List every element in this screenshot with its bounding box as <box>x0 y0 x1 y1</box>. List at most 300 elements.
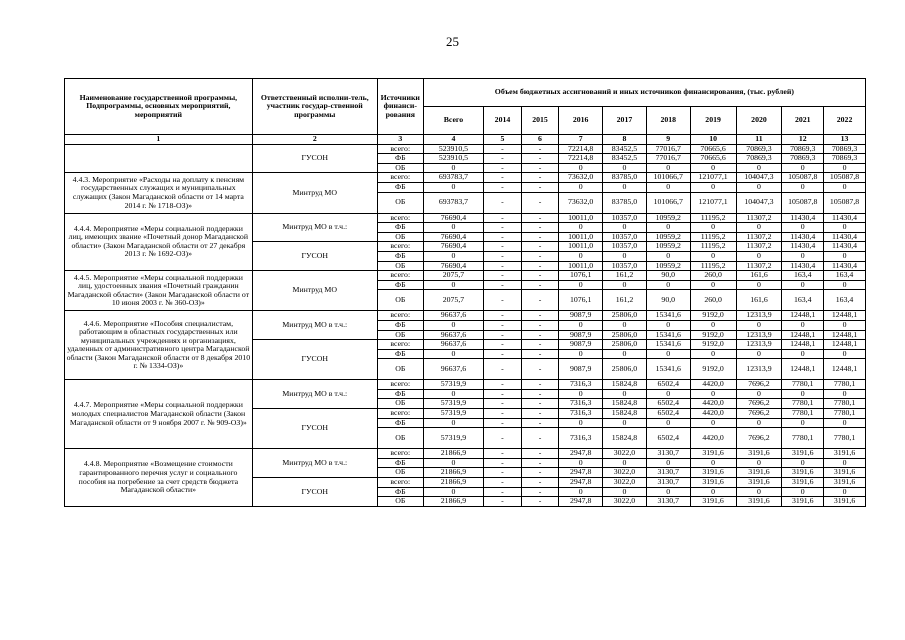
amount-cell: 9192,0 <box>690 340 736 350</box>
amount-cell: - <box>521 154 559 164</box>
amount-cell: 0 <box>603 389 647 399</box>
amount-cell: 70869,3 <box>824 144 866 154</box>
amount-cell: 0 <box>690 223 736 233</box>
amount-cell: 3130,7 <box>646 449 690 459</box>
amount-cell: 10011,0 <box>559 242 603 252</box>
amount-cell: 693783,7 <box>423 173 483 183</box>
amount-cell: 25806,0 <box>603 340 647 350</box>
amount-cell: 15341,6 <box>646 311 690 321</box>
table-row <box>65 271 866 281</box>
amount-cell: 12448,1 <box>824 311 866 321</box>
amount-cell: - <box>484 487 522 497</box>
funding-source: ФБ <box>377 349 423 359</box>
amount-cell: 260,0 <box>690 271 736 281</box>
amount-cell: 105087,8 <box>782 173 824 183</box>
amount-cell: 21866,9 <box>423 478 483 488</box>
amount-cell: - <box>521 497 559 507</box>
amount-cell: - <box>521 251 559 261</box>
amount-cell: 96637,6 <box>423 330 483 340</box>
amount-cell: - <box>484 399 522 409</box>
amount-cell: 0 <box>646 418 690 428</box>
amount-cell: 0 <box>559 458 603 468</box>
funding-source: всего: <box>377 409 423 419</box>
amount-cell: 25806,0 <box>603 311 647 321</box>
amount-cell: 9192,0 <box>690 359 736 380</box>
amount-cell: - <box>521 418 559 428</box>
header-year: 2016 <box>559 107 603 135</box>
amount-cell: 11430,4 <box>782 242 824 252</box>
amount-cell: 76690,4 <box>423 261 483 271</box>
measure-name: 4.4.4. Мероприятие «Меры социальной поддержки лиц, имеющих звание «Почетный донор Магаданской области» (Закон Магаданской области от 27 декабря 2013 г. № 1692-ОЗ)» <box>65 213 253 271</box>
amount-cell: 10959,2 <box>646 232 690 242</box>
amount-cell: 0 <box>646 458 690 468</box>
header-year: 2019 <box>690 107 736 135</box>
amount-cell: 25806,0 <box>603 359 647 380</box>
amount-cell: 0 <box>559 320 603 330</box>
amount-cell: 2947,8 <box>559 449 603 459</box>
amount-cell: 0 <box>736 223 782 233</box>
amount-cell: - <box>521 232 559 242</box>
amount-cell: 121077,1 <box>690 192 736 213</box>
amount-cell: 0 <box>824 223 866 233</box>
amount-cell: 12448,1 <box>824 359 866 380</box>
amount-cell: 10959,2 <box>646 213 690 223</box>
amount-cell: 96637,6 <box>423 311 483 321</box>
amount-cell: 11195,2 <box>690 213 736 223</box>
amount-cell: 0 <box>782 223 824 233</box>
amount-cell: 6502,4 <box>646 428 690 449</box>
amount-cell: 0 <box>782 320 824 330</box>
amount-cell: 12313,9 <box>736 359 782 380</box>
header-column-number: 8 <box>603 135 647 145</box>
header-year: 2021 <box>782 107 824 135</box>
amount-cell: - <box>521 458 559 468</box>
table-row <box>65 213 866 223</box>
amount-cell: - <box>521 280 559 290</box>
amount-cell: - <box>521 487 559 497</box>
amount-cell: 96637,6 <box>423 340 483 350</box>
amount-cell: - <box>484 449 522 459</box>
amount-cell: - <box>484 359 522 380</box>
amount-cell: 693783,7 <box>423 192 483 213</box>
amount-cell: 0 <box>782 280 824 290</box>
amount-cell: 15341,6 <box>646 330 690 340</box>
amount-cell: 9087,9 <box>559 340 603 350</box>
amount-cell: 3191,6 <box>782 478 824 488</box>
amount-cell: 11307,2 <box>736 232 782 242</box>
amount-cell: 11195,2 <box>690 242 736 252</box>
amount-cell: 0 <box>603 458 647 468</box>
amount-cell: 0 <box>603 320 647 330</box>
funding-source: ФБ <box>377 251 423 261</box>
amount-cell: 3191,6 <box>690 478 736 488</box>
amount-cell: - <box>521 349 559 359</box>
amount-cell: - <box>484 311 522 321</box>
amount-cell: - <box>521 399 559 409</box>
amount-cell: - <box>484 154 522 164</box>
amount-cell: 3022,0 <box>603 497 647 507</box>
amount-cell: 104047,3 <box>736 173 782 183</box>
header-column-number: 4 <box>423 135 483 145</box>
funding-source: ОБ <box>377 497 423 507</box>
amount-cell: - <box>484 320 522 330</box>
amount-cell: 0 <box>603 251 647 261</box>
amount-cell: - <box>484 223 522 233</box>
amount-cell: 0 <box>736 163 782 173</box>
responsible-executor: Минтруд МО в т.ч.: <box>252 380 377 409</box>
amount-cell: 0 <box>824 458 866 468</box>
table-row <box>65 380 866 390</box>
header-year: 2014 <box>484 107 522 135</box>
measure-name: 4.4.5. Мероприятие «Меры социальной поддержки лиц, удостоенных звания «Почетный гражданин Магаданской области» (Закон Магаданской области от 10 июня 2003 г. № 360-ОЗ)» <box>65 271 253 311</box>
amount-cell: 161,6 <box>736 271 782 281</box>
amount-cell: 0 <box>782 389 824 399</box>
page-number: 25 <box>446 34 459 49</box>
amount-cell: - <box>521 271 559 281</box>
amount-cell: - <box>521 428 559 449</box>
amount-cell: 3191,6 <box>690 497 736 507</box>
amount-cell: 0 <box>824 487 866 497</box>
amount-cell: 25806,0 <box>603 330 647 340</box>
amount-cell: 15341,6 <box>646 359 690 380</box>
amount-cell: 77016,7 <box>646 154 690 164</box>
header-column-number: 7 <box>559 135 603 145</box>
funding-source: ФБ <box>377 280 423 290</box>
amount-cell: 0 <box>824 320 866 330</box>
amount-cell: 10011,0 <box>559 261 603 271</box>
amount-cell: 0 <box>782 487 824 497</box>
amount-cell: 12448,1 <box>782 340 824 350</box>
amount-cell: 76690,4 <box>423 232 483 242</box>
funding-source: ОБ <box>377 192 423 213</box>
amount-cell: 0 <box>423 251 483 261</box>
amount-cell: - <box>521 223 559 233</box>
amount-cell: 161,2 <box>603 290 647 311</box>
amount-cell: 0 <box>824 389 866 399</box>
amount-cell: 0 <box>782 251 824 261</box>
amount-cell: 0 <box>690 163 736 173</box>
amount-cell: 7780,1 <box>782 380 824 390</box>
amount-cell: 90,0 <box>646 290 690 311</box>
amount-cell: 0 <box>603 487 647 497</box>
amount-cell: 0 <box>736 280 782 290</box>
amount-cell: 523910,5 <box>423 144 483 154</box>
amount-cell: 0 <box>690 280 736 290</box>
amount-cell: 9192,0 <box>690 330 736 340</box>
amount-cell: 121077,1 <box>690 173 736 183</box>
responsible-executor: ГУСОН <box>252 409 377 449</box>
amount-cell: 0 <box>646 389 690 399</box>
amount-cell: 163,4 <box>782 290 824 311</box>
amount-cell: 2075,7 <box>423 290 483 311</box>
amount-cell: 3191,6 <box>782 497 824 507</box>
amount-cell: 70665,6 <box>690 144 736 154</box>
amount-cell: - <box>521 478 559 488</box>
amount-cell: 0 <box>646 487 690 497</box>
responsible-executor: ГУСОН <box>252 340 377 380</box>
amount-cell: - <box>484 349 522 359</box>
amount-cell: - <box>484 261 522 271</box>
amount-cell: 83785,0 <box>603 192 647 213</box>
amount-cell: 0 <box>423 163 483 173</box>
header-source: Источники финанси-рования <box>377 79 423 135</box>
amount-cell: 0 <box>782 458 824 468</box>
amount-cell: 0 <box>423 487 483 497</box>
amount-cell: 0 <box>824 182 866 192</box>
amount-cell: 3130,7 <box>646 478 690 488</box>
amount-cell: 0 <box>690 182 736 192</box>
amount-cell: 76690,4 <box>423 242 483 252</box>
amount-cell: - <box>521 449 559 459</box>
amount-cell: 0 <box>423 182 483 192</box>
header-year: 2022 <box>824 107 866 135</box>
amount-cell: - <box>484 497 522 507</box>
table-row <box>65 311 866 321</box>
funding-source: ФБ <box>377 418 423 428</box>
amount-cell: 0 <box>559 163 603 173</box>
amount-cell: 260,0 <box>690 290 736 311</box>
responsible-executor: ГУСОН <box>252 144 377 173</box>
amount-cell: 0 <box>782 182 824 192</box>
amount-cell: 7316,3 <box>559 399 603 409</box>
amount-cell: 3191,6 <box>824 449 866 459</box>
amount-cell: 101066,7 <box>646 173 690 183</box>
amount-cell: 70869,3 <box>782 144 824 154</box>
amount-cell: - <box>521 182 559 192</box>
amount-cell: 12313,9 <box>736 330 782 340</box>
header-column-number: 10 <box>690 135 736 145</box>
amount-cell: 0 <box>824 280 866 290</box>
amount-cell: - <box>484 458 522 468</box>
measure-name: 4.4.3. Мероприятие «Расходы на доплату к пенсиям государственных служащих и муниципальных служащих (Закон Магаданской области от 14 марта 2014 г. № 1718-ОЗ)» <box>65 173 253 213</box>
amount-cell: - <box>484 340 522 350</box>
amount-cell: 11195,2 <box>690 261 736 271</box>
table-body <box>65 144 866 506</box>
header-volume: Объем бюджетных ассигнований и иных источников финансирования, (тыс. рублей) <box>423 79 865 107</box>
header-responsible: Ответственный исполни-тель, участник государ-ственной программы <box>252 79 377 135</box>
measure-name: 4.4.6. Мероприятие «Пособия специалистам, работающим в областных государственных или муниципальных учреждениях и организациях, удаленных от административного центра Магаданской области (Закон Магаданской области от 8 декабря 2010 г. № 1334-ОЗ)» <box>65 311 253 380</box>
amount-cell: 90,0 <box>646 271 690 281</box>
amount-cell: 0 <box>690 418 736 428</box>
amount-cell: - <box>484 192 522 213</box>
amount-cell: 163,4 <box>824 271 866 281</box>
amount-cell: 7780,1 <box>782 409 824 419</box>
amount-cell: 2947,8 <box>559 478 603 488</box>
funding-source: ОБ <box>377 290 423 311</box>
funding-source: ФБ <box>377 182 423 192</box>
amount-cell: - <box>484 468 522 478</box>
amount-cell: 2947,8 <box>559 468 603 478</box>
header-year: Всего <box>423 107 483 135</box>
amount-cell: 57319,9 <box>423 428 483 449</box>
amount-cell: 11307,2 <box>736 242 782 252</box>
header-year: 2018 <box>646 107 690 135</box>
amount-cell: 21866,9 <box>423 449 483 459</box>
amount-cell: 83785,0 <box>603 173 647 183</box>
amount-cell: 0 <box>423 389 483 399</box>
amount-cell: 161,6 <box>736 290 782 311</box>
amount-cell: 0 <box>603 349 647 359</box>
amount-cell: - <box>484 144 522 154</box>
header-year: 2015 <box>521 107 559 135</box>
funding-source: ФБ <box>377 389 423 399</box>
amount-cell: 0 <box>423 458 483 468</box>
amount-cell: 21866,9 <box>423 497 483 507</box>
amount-cell: - <box>484 242 522 252</box>
amount-cell: 163,4 <box>824 290 866 311</box>
amount-cell: 7780,1 <box>824 428 866 449</box>
amount-cell: 72214,8 <box>559 144 603 154</box>
amount-cell: 0 <box>646 223 690 233</box>
amount-cell: 6502,4 <box>646 409 690 419</box>
amount-cell: 3022,0 <box>603 468 647 478</box>
amount-cell: 104047,3 <box>736 192 782 213</box>
funding-source: всего: <box>377 173 423 183</box>
amount-cell: 9087,9 <box>559 311 603 321</box>
amount-cell: 3191,6 <box>824 478 866 488</box>
funding-source: всего: <box>377 380 423 390</box>
amount-cell: 0 <box>646 251 690 261</box>
amount-cell: - <box>484 428 522 449</box>
funding-source: всего: <box>377 340 423 350</box>
amount-cell: 3191,6 <box>782 468 824 478</box>
amount-cell: 15341,6 <box>646 340 690 350</box>
amount-cell: 0 <box>736 418 782 428</box>
funding-source: ФБ <box>377 487 423 497</box>
amount-cell: 0 <box>782 349 824 359</box>
amount-cell: 7780,1 <box>782 428 824 449</box>
funding-source: ОБ <box>377 399 423 409</box>
amount-cell: 15824,8 <box>603 428 647 449</box>
amount-cell: - <box>521 192 559 213</box>
amount-cell: 4420,0 <box>690 399 736 409</box>
amount-cell: 0 <box>782 418 824 428</box>
header-column-number: 5 <box>484 135 522 145</box>
amount-cell: 10959,2 <box>646 242 690 252</box>
amount-cell: 105087,8 <box>782 192 824 213</box>
amount-cell: 3191,6 <box>736 478 782 488</box>
measure-name: 4.4.7. Мероприятие «Меры социальной поддержки молодых специалистов Магаданской области (Закон Магаданской области от 9 ноября 2007 г. № 909-ОЗ)» <box>65 380 253 449</box>
responsible-executor: Минтруд МО в т.ч.: <box>252 311 377 340</box>
amount-cell: 11430,4 <box>824 242 866 252</box>
amount-cell: - <box>521 340 559 350</box>
table-row <box>65 449 866 459</box>
amount-cell: 70869,3 <box>736 144 782 154</box>
amount-cell: 3022,0 <box>603 449 647 459</box>
header-column-number: 1 <box>65 135 253 145</box>
amount-cell: 7780,1 <box>824 380 866 390</box>
table-row <box>65 144 866 154</box>
amount-cell: 0 <box>646 280 690 290</box>
amount-cell: 57319,9 <box>423 409 483 419</box>
amount-cell: 4420,0 <box>690 428 736 449</box>
responsible-executor: Минтруд МО в т.ч.: <box>252 213 377 242</box>
amount-cell: 0 <box>736 349 782 359</box>
amount-cell: 0 <box>559 487 603 497</box>
amount-cell: 9192,0 <box>690 311 736 321</box>
amount-cell: 12448,1 <box>824 330 866 340</box>
amount-cell: - <box>521 173 559 183</box>
amount-cell: 10357,0 <box>603 232 647 242</box>
funding-source: ОБ <box>377 330 423 340</box>
amount-cell: 7696,2 <box>736 380 782 390</box>
funding-source: всего: <box>377 144 423 154</box>
amount-cell: 3191,6 <box>824 468 866 478</box>
amount-cell: 0 <box>559 418 603 428</box>
header-year: 2020 <box>736 107 782 135</box>
funding-source: ОБ <box>377 468 423 478</box>
amount-cell: 3191,6 <box>736 497 782 507</box>
amount-cell: 0 <box>559 223 603 233</box>
amount-cell: 21866,9 <box>423 468 483 478</box>
amount-cell: 7696,2 <box>736 399 782 409</box>
amount-cell: 77016,7 <box>646 144 690 154</box>
amount-cell: 3191,6 <box>824 497 866 507</box>
funding-source: ОБ <box>377 359 423 380</box>
amount-cell: 96637,6 <box>423 359 483 380</box>
amount-cell: 2075,7 <box>423 271 483 281</box>
amount-cell: - <box>521 320 559 330</box>
amount-cell: 70665,6 <box>690 154 736 164</box>
amount-cell: 12313,9 <box>736 311 782 321</box>
amount-cell: - <box>484 380 522 390</box>
amount-cell: 3130,7 <box>646 497 690 507</box>
amount-cell: - <box>484 389 522 399</box>
amount-cell: 12448,1 <box>782 359 824 380</box>
amount-cell: 10357,0 <box>603 213 647 223</box>
funding-source: ФБ <box>377 154 423 164</box>
amount-cell: 11307,2 <box>736 213 782 223</box>
amount-cell: - <box>521 311 559 321</box>
funding-source: ОБ <box>377 232 423 242</box>
responsible-executor: Минтруд МО в т.ч.: <box>252 449 377 478</box>
amount-cell: 0 <box>423 418 483 428</box>
amount-cell: 7696,2 <box>736 428 782 449</box>
funding-source: всего: <box>377 311 423 321</box>
funding-source: всего: <box>377 271 423 281</box>
amount-cell: 1076,1 <box>559 271 603 281</box>
amount-cell: - <box>484 213 522 223</box>
amount-cell: 12448,1 <box>782 330 824 340</box>
amount-cell: 83452,5 <box>603 154 647 164</box>
amount-cell: 161,2 <box>603 271 647 281</box>
amount-cell: 10959,2 <box>646 261 690 271</box>
amount-cell: 0 <box>559 389 603 399</box>
amount-cell: 10011,0 <box>559 213 603 223</box>
funding-source: всего: <box>377 478 423 488</box>
measure-name: 4.4.8. Мероприятие «Возмещение стоимости гарантированного перечня услуг и социального пособия на погребение за счет средств бюджета Магаданской области» <box>65 449 253 507</box>
amount-cell: 57319,9 <box>423 380 483 390</box>
amount-cell: - <box>484 478 522 488</box>
amount-cell: 76690,4 <box>423 213 483 223</box>
amount-cell: - <box>521 330 559 340</box>
amount-cell: - <box>484 409 522 419</box>
amount-cell: - <box>484 232 522 242</box>
amount-cell: - <box>521 213 559 223</box>
amount-cell: 11430,4 <box>782 232 824 242</box>
funding-source: ФБ <box>377 223 423 233</box>
amount-cell: 73632,0 <box>559 192 603 213</box>
amount-cell: 57319,9 <box>423 399 483 409</box>
amount-cell: 10357,0 <box>603 242 647 252</box>
responsible-executor: Минтруд МО <box>252 271 377 311</box>
amount-cell: 9087,9 <box>559 330 603 340</box>
budget-table <box>64 78 866 507</box>
funding-source: ФБ <box>377 458 423 468</box>
header-column-number: 3 <box>377 135 423 145</box>
header-column-number: 2 <box>252 135 377 145</box>
amount-cell: 0 <box>690 458 736 468</box>
